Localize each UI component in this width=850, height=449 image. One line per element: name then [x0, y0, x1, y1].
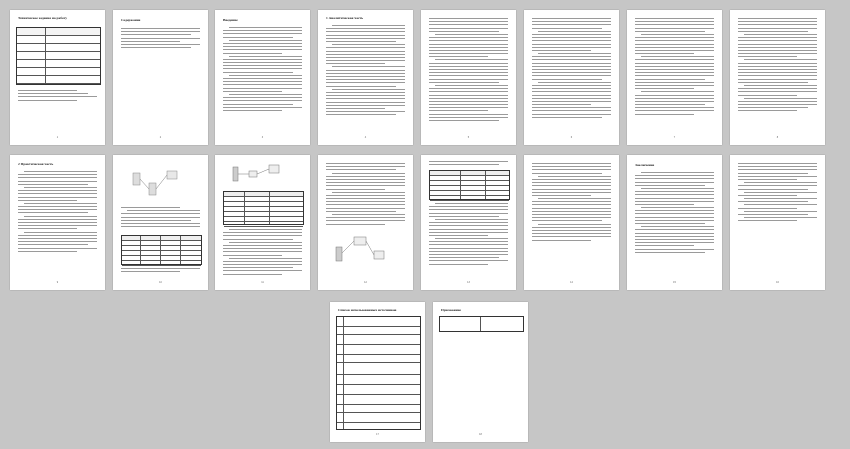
- page-10[interactable]: 10: [113, 155, 208, 290]
- data-table: [121, 235, 202, 265]
- page-16[interactable]: 16: [730, 155, 825, 290]
- sources-table: [336, 316, 421, 430]
- page-1-title[interactable]: Техническое задание на работу 1: [10, 10, 105, 145]
- sources-heading: Список использованных источников: [338, 308, 397, 312]
- intro-heading: Введение: [223, 18, 238, 22]
- appendix-table: [439, 316, 524, 332]
- page-14[interactable]: 14: [524, 155, 619, 290]
- appendix-heading: Приложение: [441, 308, 461, 312]
- page-18-appendix[interactable]: Приложение 18: [433, 302, 528, 442]
- page-3-intro[interactable]: Введение 3: [215, 10, 310, 145]
- chapter1-heading: 1 Аналитическая часть: [326, 16, 364, 20]
- title-table: [16, 27, 101, 85]
- title-heading: Техническое задание на работу: [18, 16, 68, 20]
- spec-table: [223, 191, 304, 225]
- page-17-sources[interactable]: Список использованных источников 17: [330, 302, 425, 442]
- diagram-figure: [127, 163, 187, 203]
- page-12[interactable]: 12: [318, 155, 413, 290]
- page-7[interactable]: 7: [627, 10, 722, 145]
- chapter2-heading: 2 Практическая часть: [18, 162, 54, 166]
- page-2-contents[interactable]: Содержание 2: [113, 10, 208, 145]
- scheme-figure: [332, 233, 392, 267]
- conclusion-heading: Заключение: [635, 163, 655, 167]
- page-4-ch1[interactable]: 1 Аналитическая часть 4: [318, 10, 413, 145]
- page-8[interactable]: 8: [730, 10, 825, 145]
- page-11[interactable]: 11: [215, 155, 310, 290]
- page-13[interactable]: 13: [421, 155, 516, 290]
- page-15-conclusion[interactable]: Заключение 15: [627, 155, 722, 290]
- network-figure: [229, 161, 289, 187]
- page-5[interactable]: 5: [421, 10, 516, 145]
- page-6[interactable]: 6: [524, 10, 619, 145]
- contents-heading: Содержание: [121, 18, 141, 22]
- page-9-ch2[interactable]: 2 Практическая часть 9: [10, 155, 105, 290]
- price-table: [429, 170, 510, 200]
